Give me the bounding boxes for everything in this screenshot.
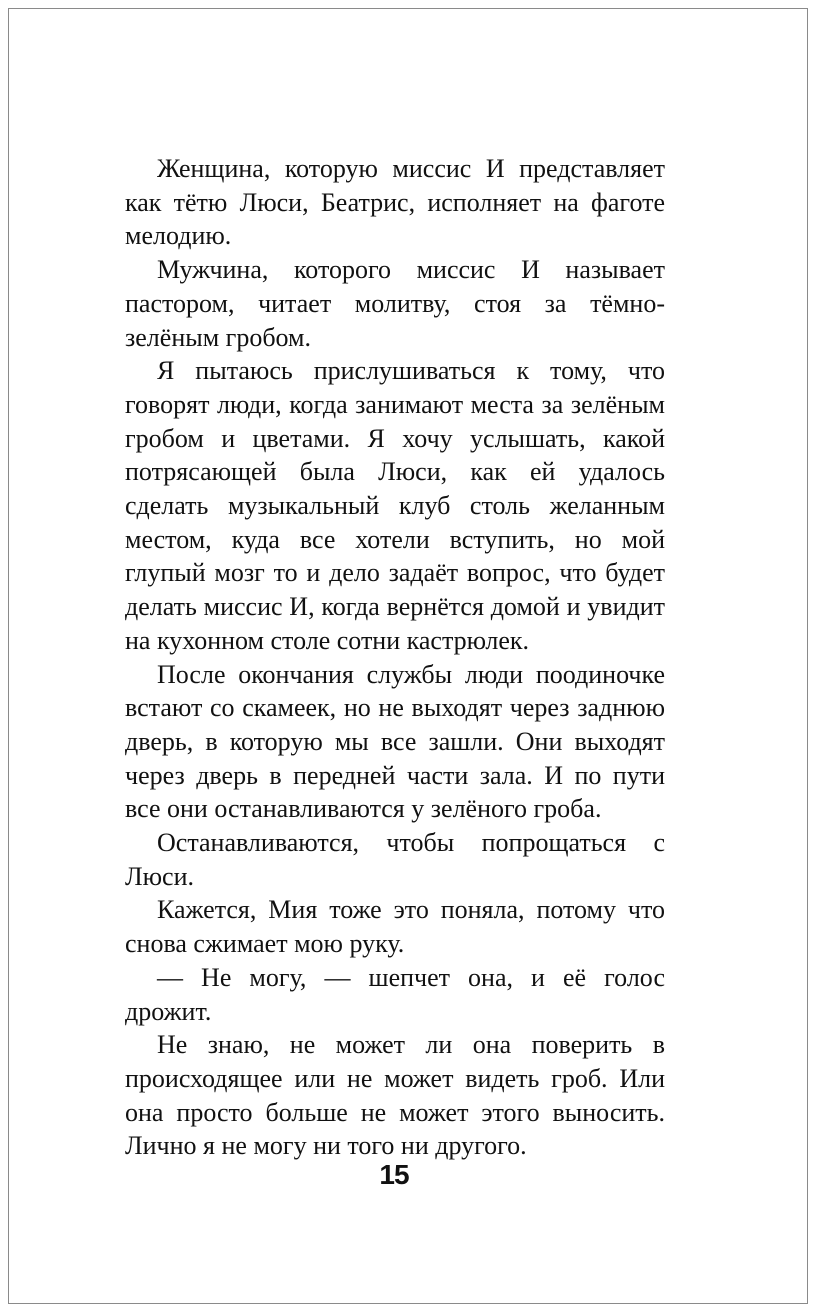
paragraph-6: Кажется, Мия тоже это поняла, потому что снова сжимает мою руку. [125,895,665,959]
paragraph-2: Мужчина, которого миссис И называет пастором, читает молитву, стоя за тёмно-зелёным гробом. [125,255,665,352]
paragraph-1: Женщина, которую миссис И представляет как тётю Люси, Беатрис, исполняет на фаготе мелодию. [125,154,665,251]
body-text [125,152,665,1163]
paragraph-3: Я пытаюсь прислушиваться к тому, что говорят люди, когда занимают места за зелёным гробом и цветами. Я хочу услышать, какой потрясающей была Люси, как ей удалось сделать музыкальный клуб столь желанным местом, куда все хотели вступить, но мой глупый мозг то и дело задаёт вопрос, что будет делать миссис И, когда вернётся домой и увидит на кухонном столе сотни кастрюлек. [125,356,665,655]
paragraph-8: Не знаю, не может ли она поверить в происходящее или не может видеть гроб. Или она просто больше не может этого выносить. Лично я не могу ни того ни другого. [125,1030,665,1161]
page-frame [8,8,808,1304]
paragraph-7: — Не могу, — шепчет она, и её голос дрожит. [125,962,665,1026]
page-number: 15 [379,1159,409,1190]
paragraph-5: Останавливаются, чтобы попрощаться с Люси. [125,828,665,891]
paragraph-4: После окончания службы люди поодиночке встают со скамеек, но не выходят через заднюю дверь, в которую мы все зашли. Они выходят через дверь в передней части зала. И по пути все они останавливаются у зелёного гроба. [125,659,665,824]
